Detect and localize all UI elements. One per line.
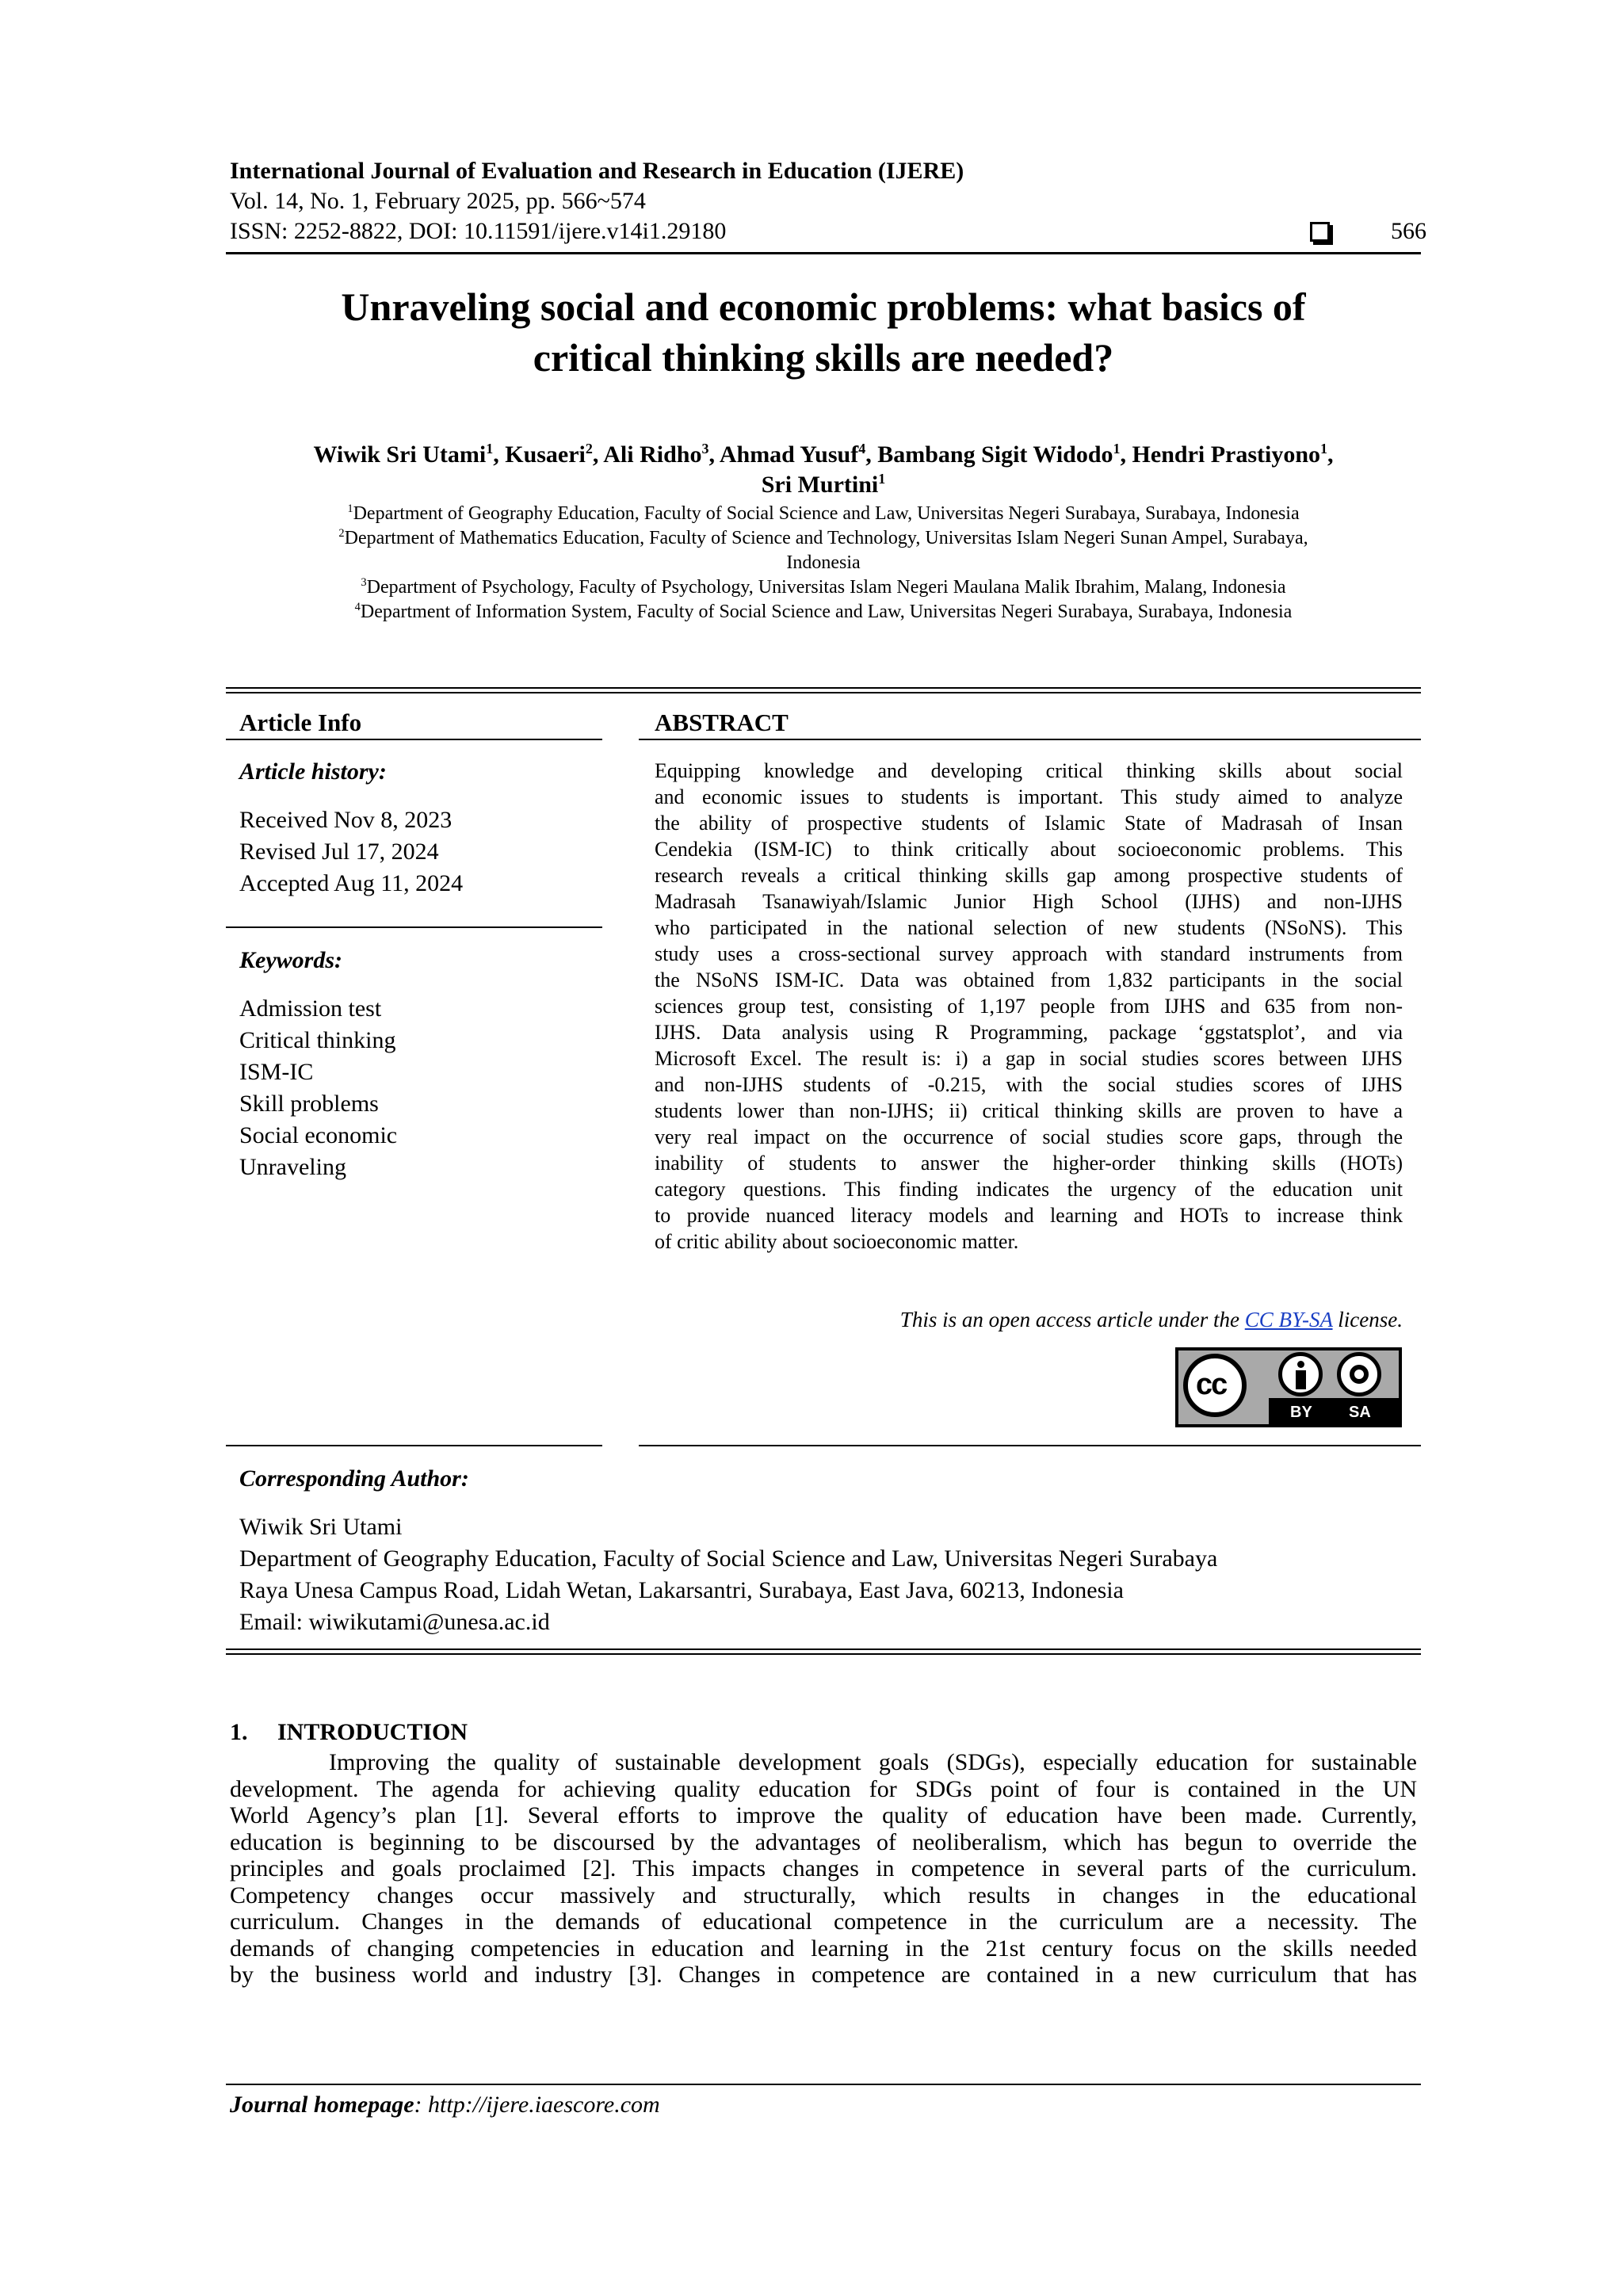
journal-name: International Journal of Evaluation and Research in Education (IJERE) [230, 158, 964, 184]
homepage-url[interactable]: : http://ijere.iaescore.com [414, 2092, 660, 2118]
corresponding-name: Wiwik Sri Utami [239, 1514, 403, 1540]
intro-line: by the business world and industry [3]. Changes in competence are contained in a new curriculum that has [230, 1962, 1417, 1988]
abstract-line: Microsoft Excel. The result is: i) a gap in social studies scores between IJHS [655, 1047, 1403, 1070]
cc-logo-text: cc [1196, 1368, 1227, 1401]
separator: , [493, 441, 506, 468]
author-list [226, 440, 1421, 500]
license-statement [655, 1306, 1403, 1333]
author-aff: 3 [701, 441, 709, 457]
journal-homepage [230, 2090, 660, 2120]
infobox-bottom-rule [226, 1648, 1421, 1650]
affiliation-text: Department of Psychology, Faculty of Psychology, Universitas Islam Negeri Maulana Malik Ibrahim, Malang, Indonesia [366, 577, 1286, 598]
keywords-heading: Keywords: [239, 947, 342, 973]
abstract-line: the ability of prospective students of Islamic State of Madrasah of Insan [655, 812, 1403, 835]
intro-line: education is beginning to be discoursed by the advantages of neoliberalism, which has begun to override the [230, 1828, 1417, 1855]
affiliation [226, 526, 1421, 551]
separator: , [592, 441, 604, 468]
article-info-heading: Article Info [239, 709, 362, 736]
abstract-line: Cendekia (ISM-IC) to think critically about socioeconomic problems. This [655, 838, 1403, 861]
abstract-line: IJHS. Data analysis using R Programming, package ‘ggstatsplot’, and via [655, 1021, 1403, 1044]
badge-by-label: BY [1290, 1404, 1312, 1421]
badge-sa-label: SA [1349, 1404, 1371, 1421]
infobox-top-rule-2 [226, 692, 1421, 693]
title-line-2: critical thinking skills are needed? [533, 335, 1114, 380]
abstract-line: of critic ability about socioeconomic matter. [655, 1230, 1019, 1253]
author-aff: 2 [585, 441, 593, 457]
abstract-line: who participated in the national selection of new students (NSoNS). This [655, 916, 1403, 939]
author: Kusaeri [505, 441, 586, 468]
affiliation-number: 1 [347, 502, 353, 515]
authors-line-1 [226, 440, 1421, 470]
affiliation-number: 3 [361, 576, 367, 589]
article-info-rule [226, 739, 602, 740]
license-link[interactable]: CC BY-SA [1244, 1308, 1333, 1331]
page-number: 566 [1391, 218, 1426, 244]
affiliation [226, 600, 1421, 625]
header-rule [226, 252, 1421, 254]
keywords-rule [226, 1445, 602, 1446]
license-prefix: This is an open access article under the [899, 1308, 1245, 1331]
corresponding-department: Department of Geography Education, Faculty of Social Science and Law, Universitas Negeri Surabaya [239, 1545, 1218, 1572]
author: Wiwik Sri Utami [313, 441, 487, 468]
affiliation-number: 4 [354, 601, 361, 613]
affiliation-continued: Indonesia [786, 552, 861, 573]
author-aff: 1 [1113, 441, 1121, 457]
infobox-top-rule [226, 687, 1421, 689]
intro-line: Competency changes occur massively and structurally, which results in changes in the educational [230, 1881, 1417, 1908]
separator: , [1327, 441, 1334, 468]
abstract-line: the NSoNS ISM-IC. Data was obtained from 1,832 participants in the social [655, 968, 1403, 991]
keyword: Social economic [239, 1122, 398, 1148]
history-accepted: Accepted Aug 11, 2024 [239, 870, 464, 896]
affiliation-text: Department of Geography Education, Faculty of Social Science and Law, Universitas Negeri Surabaya, Surabaya, Indonesia [353, 503, 1300, 524]
title-line-1: Unraveling social and economic problems: what basics of [341, 285, 1306, 329]
abstract-line: sciences group test, consisting of 1,197 people from IJHS and 635 from non- [655, 995, 1403, 1018]
abstract-line: students lower than non-IJHS; ii) critical thinking skills are proven to have a [655, 1099, 1403, 1122]
share-alike-icon [1337, 1352, 1381, 1396]
corresponding-address: Raya Unesa Campus Road, Lidah Wetan, Lakarsantri, Surabaya, East Java, 60213, Indonesia [239, 1577, 1124, 1603]
keyword: ISM-IC [239, 1059, 314, 1085]
affiliation [226, 575, 1421, 600]
cc-by-sa-badge-icon[interactable] [1175, 1347, 1402, 1427]
introduction-body [230, 1749, 1417, 1988]
cc-logo-icon [1183, 1354, 1247, 1417]
intro-line: World Agency’s plan [1]. Several efforts to improve the quality of education have been made. Currently, [230, 1802, 1417, 1828]
affiliation-number: 2 [338, 527, 345, 540]
intro-line: development. The agenda for achieving quality education for SDGs point of four is contained in the UN [230, 1775, 1417, 1802]
affiliation [226, 502, 1421, 526]
square-bullet-icon [1310, 222, 1330, 242]
author: Sri Murtini [761, 472, 879, 498]
abstract-line: study uses a cross-sectional survey approach with standard instruments from [655, 942, 1403, 965]
abstract-line: research reveals a critical thinking skills gap among prospective students of [655, 864, 1403, 887]
intro-line: demands of changing competencies in education and learning in the 21st century focus on the skills needed [230, 1935, 1417, 1962]
abstract-line: category questions. This finding indicates the urgency of the education unit [655, 1178, 1403, 1201]
attribution-icon [1278, 1352, 1323, 1396]
corresponding-author-details [239, 1511, 1217, 1638]
keyword: Skill problems [239, 1091, 379, 1117]
abstract-line: and non-IJHS students of -0.215, with the social studies scores of IJHS [655, 1073, 1403, 1096]
author-aff: 4 [858, 441, 866, 457]
keyword: Unraveling [239, 1154, 346, 1180]
license-suffix: license. [1332, 1308, 1403, 1331]
separator: , [708, 441, 720, 468]
author: Hendri Prastiyono [1132, 441, 1321, 468]
keyword: Admission test [239, 995, 382, 1022]
abstract-heading: ABSTRACT [655, 709, 789, 736]
volume-info: Vol. 14, No. 1, February 2025, pp. 566~574 [230, 188, 646, 214]
keyword: Critical thinking [239, 1027, 396, 1053]
abstract-line: Madrasah Tsanawiyah/Islamic Junior High School (IJHS) and non-IJHS [655, 890, 1403, 913]
author-aff: 1 [486, 441, 494, 457]
badge-bar [1269, 1398, 1399, 1424]
separator: , [1120, 441, 1132, 468]
keywords-list [239, 993, 397, 1183]
abstract-line: very real impact on the occurrence of social studies score gaps, through the [655, 1125, 1403, 1148]
affiliations [226, 502, 1421, 625]
abstract-line: Equipping knowledge and developing critical thinking skills about social [655, 759, 1403, 782]
infobox-bottom-rule-2 [226, 1653, 1421, 1655]
abstract-body [655, 758, 1403, 1255]
history-received: Received Nov 8, 2023 [239, 807, 453, 833]
footer-rule [226, 2084, 1421, 2085]
author: Ali Ridho [603, 441, 702, 468]
separator: , [865, 441, 878, 468]
abstract-line: and economic issues to students is important. This study aimed to analyze [655, 785, 1403, 808]
affiliation-text: Department of Mathematics Education, Faculty of Science and Technology, Universitas Islam Negeri Sunan Ampel, Surabaya, [344, 528, 1308, 548]
author-aff: 1 [1320, 441, 1328, 457]
intro-line: Improving the quality of sustainable development goals (SDGs), especially education for sustainable [329, 1749, 1417, 1775]
abstract-line: inability of students to answer the higher-order thinking skills (HOTs) [655, 1152, 1403, 1175]
author: Bambang Sigit Widodo [877, 441, 1113, 468]
affiliation-text: Department of Information System, Faculty of Social Science and Law, Universitas Negeri Surabaya, Surabaya, Indonesia [360, 602, 1293, 622]
introduction-heading: 1. INTRODUCTION [230, 1719, 468, 1745]
article-history-heading: Article history: [239, 758, 387, 785]
issn-doi: ISSN: 2252-8822, DOI: 10.11591/ijere.v14i1.29180 [230, 218, 727, 244]
paper-title [226, 281, 1421, 383]
article-history [239, 804, 463, 900]
author: Ahmad Yusuf [719, 441, 859, 468]
abstract-line: to provide nuanced literacy models and learning and HOTs to increase think [655, 1204, 1403, 1227]
homepage-label: Journal homepage [230, 2092, 414, 2118]
corresponding-author-heading: Corresponding Author: [239, 1465, 469, 1492]
intro-line: principles and goals proclaimed [2]. This impacts changes in competence in several parts of the curriculum. [230, 1855, 1417, 1881]
history-revised: Revised Jul 17, 2024 [239, 839, 439, 865]
authors-line-2 [226, 470, 1421, 500]
corresponding-email[interactable]: Email: wiwikutami@unesa.ac.id [239, 1609, 550, 1635]
abstract-rule [639, 739, 1421, 740]
author-aff: 1 [878, 471, 886, 487]
abstract-bottom-rule [639, 1445, 1421, 1446]
intro-line: curriculum. Changes in the demands of educational competence in the curriculum are a necessity. The [230, 1908, 1417, 1935]
history-rule [226, 926, 602, 928]
